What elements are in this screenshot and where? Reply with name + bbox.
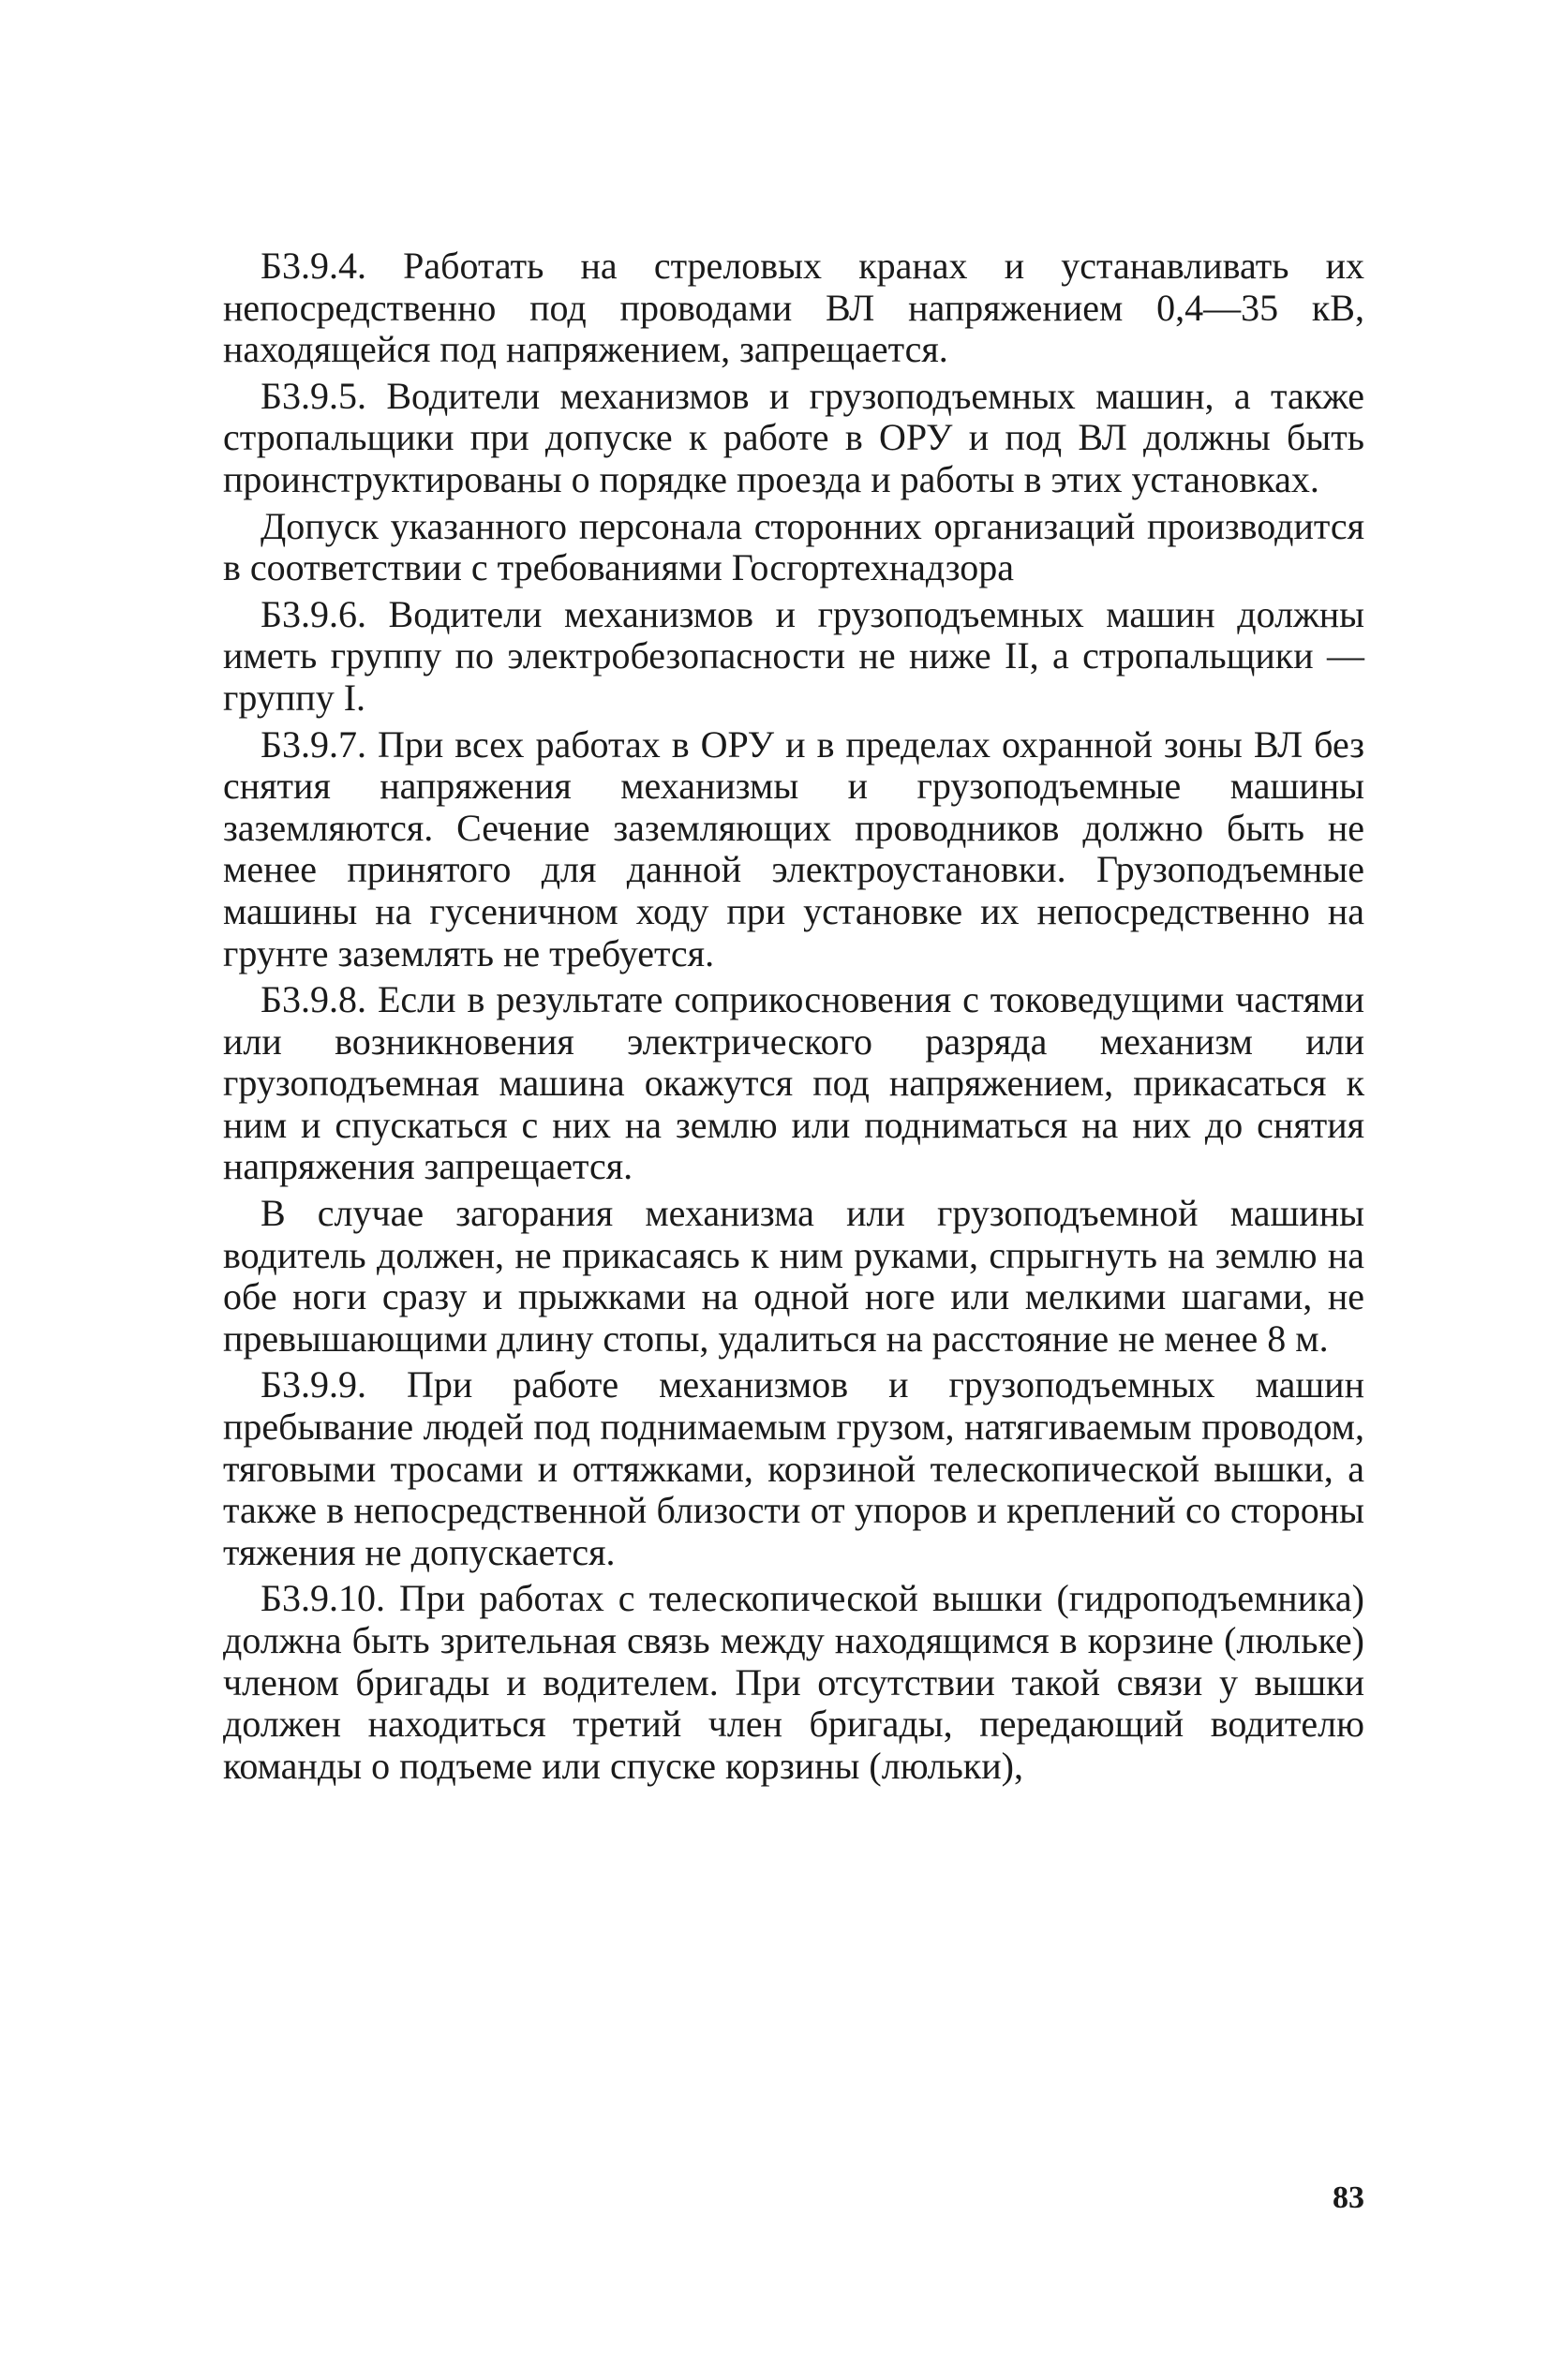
paragraph-b3-9-6: Б3.9.6. Водители механизмов и грузоподъемных машин должны иметь группу по электробезопасности не ниже II, а стропальщики — группу I. <box>223 592 1364 719</box>
document-page <box>223 245 1364 2251</box>
paragraph-b3-9-7: Б3.9.7. При всех работах в ОРУ и в пределах охранной зоны ВЛ без снятия напряжения механизмы и грузоподъемные машины заземляются. Сечение заземляющих проводников должно быть не менее принятого для данной электроустановки. Грузоподъемные машины на гусеничном ходу при установке их непосредственно на грунте заземлять не требуется. <box>223 722 1364 974</box>
paragraph-b3-9-5: Б3.9.5. Водители механизмов и грузоподъемных машин, а также стропальщики при допуске к работе в ОРУ и под ВЛ должны быть проинструктированы о порядке проезда и работы в этих установках. <box>223 374 1364 500</box>
paragraph-b3-9-8: Б3.9.8. Если в результате соприкосновения с токоведущими частями или возникновения электрического разряда механизм или грузоподъемная машина окажутся под напряжением, прикасаться к ним и спускаться с них на землю или подниматься на них до снятия напряжения запрещается. <box>223 978 1364 1188</box>
paragraph-b3-9-10: Б3.9.10. При работах с телескопической вышки (гидроподъемника) должна быть зрительная связь между находящимся в корзине (люльке) членом бригады и водителем. При отсутствии такой связи у вышки должен находиться третий член бригады, передающий водителю команды о подъеме или спуске корзины (люльки), <box>223 1577 1364 1787</box>
paragraph-admission: Допуск указанного персонала сторонних организаций производится в соответствии с требованиями Госгортехнадзора <box>223 504 1364 589</box>
paragraph-b3-9-9: Б3.9.9. При работе механизмов и грузоподъемных машин пребывание людей под поднимаемым грузом, натягиваемым проводом, тяговыми тросами и оттяжками, корзиной телескопической вышки, а также в непосредственной близости от упоров и креплений со стороны тяжения не допускается. <box>223 1363 1364 1573</box>
paragraph-fire-case: В случае загорания механизма или грузоподъемной машины водитель должен, не прикасаясь к ним руками, спрыгнуть на землю на обе ноги сразу и прыжками на одной ноге или мелкими шагами, не превышающими длину стопы, удалиться на расстояние не менее 8 м. <box>223 1192 1364 1360</box>
paragraph-b3-9-4: Б3.9.4. Работать на стреловых кранах и устанавливать их непосредственно под проводами ВЛ напряжением 0,4—35 кВ, находящейся под напряжением, запрещается. <box>223 245 1364 371</box>
page-number: 83 <box>1333 2180 1364 2215</box>
